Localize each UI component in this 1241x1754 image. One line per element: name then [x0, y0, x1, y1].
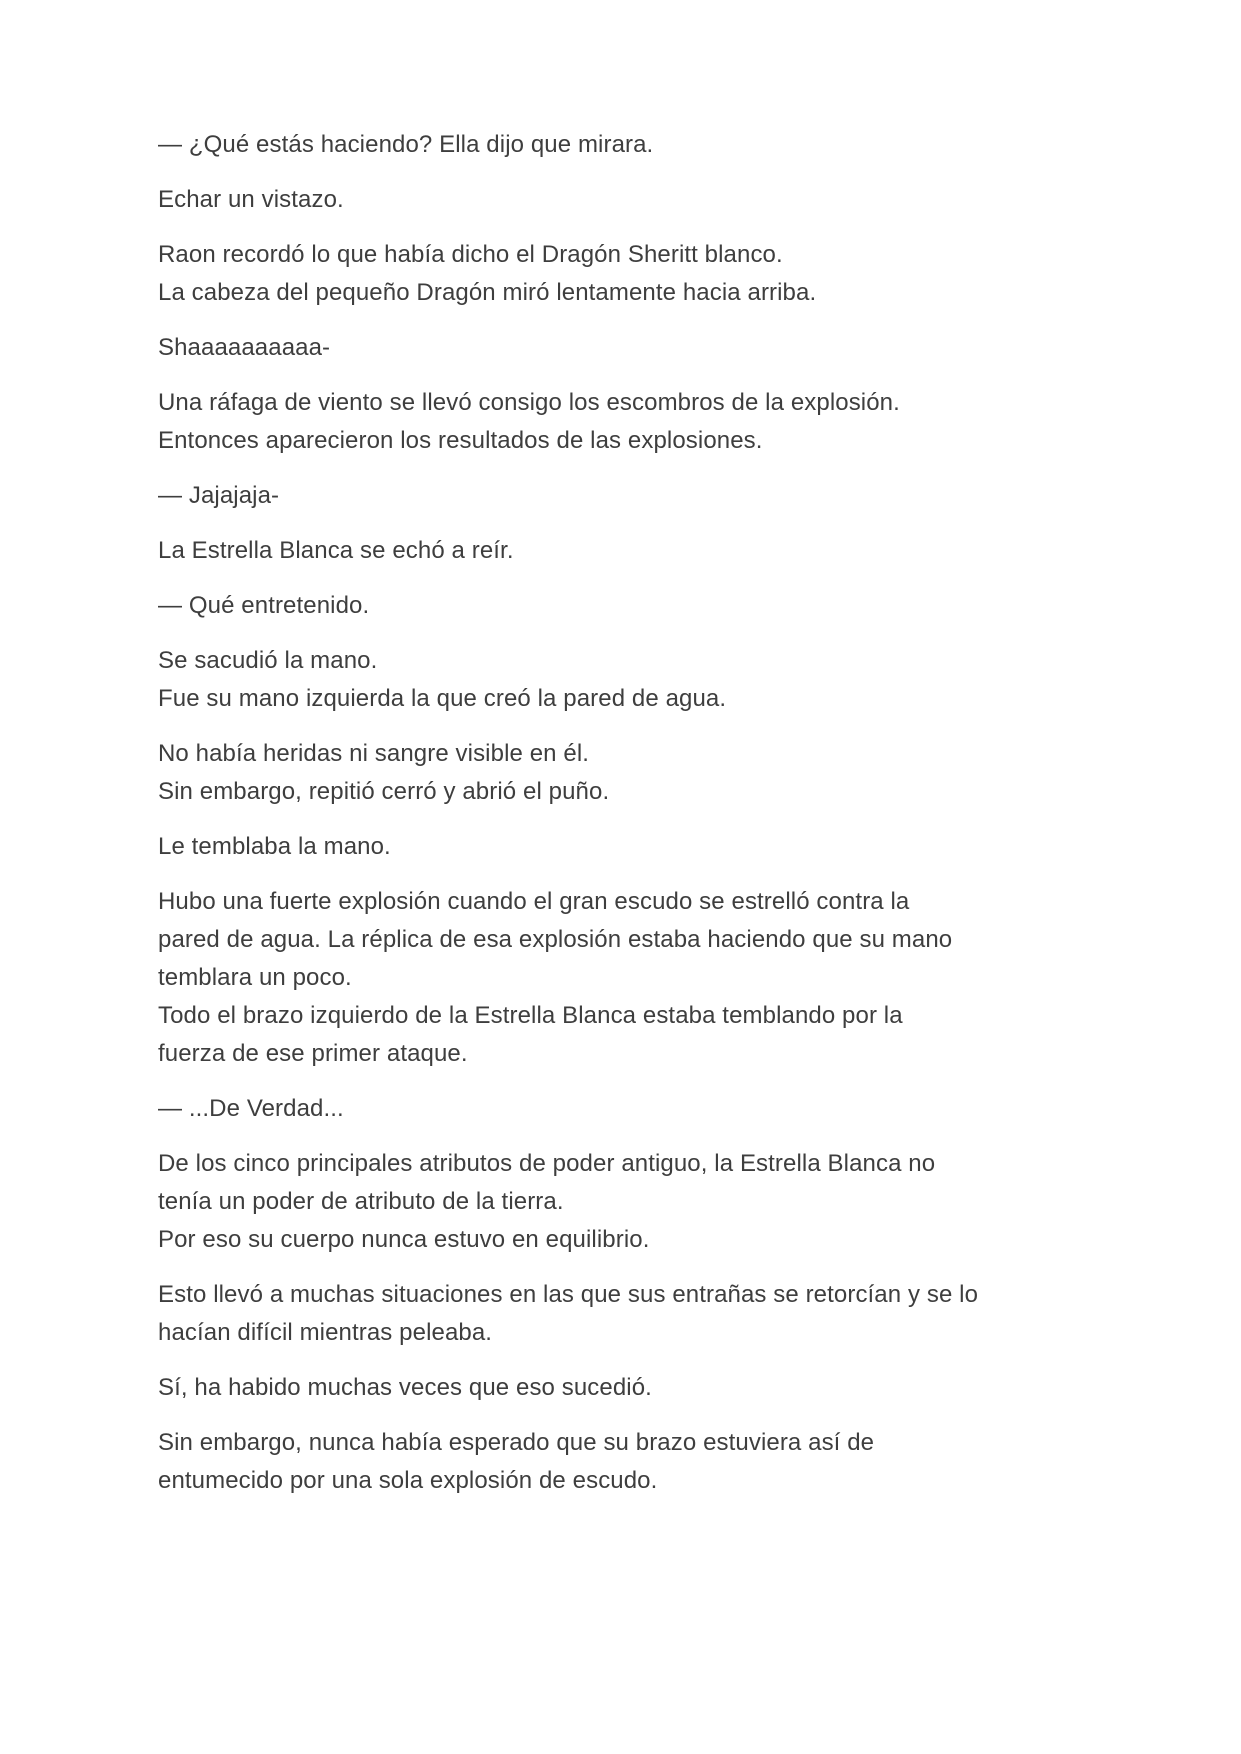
paragraph-line: — Jajajaja- [158, 482, 280, 509]
paragraph-line: Una ráfaga de viento se llevó consigo los escombros de la explosión. [158, 389, 900, 416]
paragraph-line: Hubo una fuerte explosión cuando el gran escudo se estrelló contra la [158, 888, 910, 915]
paragraph-line: temblara un poco. [158, 964, 352, 991]
paragraph-line: Todo el brazo izquierdo de la Estrella Blanca estaba temblando por la [158, 1002, 903, 1029]
paragraph [158, 735, 1158, 811]
paragraph-line: Sin embargo, repitió cerró y abrió el puño. [158, 778, 610, 805]
paragraph [158, 236, 1158, 312]
text-content [158, 126, 1158, 1500]
paragraph-line: entumecido por una sola explosión de escudo. [158, 1467, 658, 1494]
paragraph-line: Por eso su cuerpo nunca estuvo en equilibrio. [158, 1226, 650, 1253]
paragraph [158, 1276, 1158, 1352]
paragraph [158, 828, 1158, 866]
paragraph [158, 532, 1158, 570]
paragraph [158, 126, 1158, 164]
paragraph-line: — Qué entretenido. [158, 592, 370, 619]
paragraph-line: Esto llevó a muchas situaciones en las que sus entrañas se retorcían y se lo [158, 1281, 979, 1308]
paragraph-line: Echar un vistazo. [158, 186, 344, 213]
paragraph [158, 329, 1158, 367]
paragraph [158, 1369, 1158, 1407]
paragraph [158, 477, 1158, 515]
paragraph-line: Sin embargo, nunca había esperado que su brazo estuviera así de [158, 1429, 875, 1456]
paragraph [158, 181, 1158, 219]
paragraph [158, 384, 1158, 460]
paragraph-line: La Estrella Blanca se echó a reír. [158, 537, 514, 564]
paragraph-line: fuerza de ese primer ataque. [158, 1040, 468, 1067]
paragraph-line: No había heridas ni sangre visible en él. [158, 740, 590, 767]
paragraph [158, 587, 1158, 625]
paragraph-line: La cabeza del pequeño Dragón miró lentamente hacia arriba. [158, 279, 817, 306]
paragraph-line: — ¿Qué estás haciendo? Ella dijo que mirara. [158, 131, 654, 158]
paragraph [158, 883, 1158, 1073]
paragraph-line: Fue su mano izquierda la que creó la pared de agua. [158, 685, 727, 712]
paragraph [158, 1145, 1158, 1259]
paragraph [158, 642, 1158, 718]
paragraph-line: Sí, ha habido muchas veces que eso sucedió. [158, 1374, 652, 1401]
paragraph-line: Se sacudió la mano. [158, 647, 378, 674]
paragraph-line: pared de agua. La réplica de esa explosión estaba haciendo que su mano [158, 926, 953, 953]
paragraph-line: tenía un poder de atributo de la tierra. [158, 1188, 564, 1215]
paragraph-line: Shaaaaaaaaaa- [158, 334, 331, 361]
paragraph-line: Le temblaba la mano. [158, 833, 391, 860]
paragraph-line: De los cinco principales atributos de poder antiguo, la Estrella Blanca no [158, 1150, 936, 1177]
paragraph [158, 1090, 1158, 1128]
paragraph [158, 1424, 1158, 1500]
paragraph-line: Entonces aparecieron los resultados de las explosiones. [158, 427, 763, 454]
paragraph-line: Raon recordó lo que había dicho el Dragón Sheritt blanco. [158, 241, 783, 268]
paragraph-line: hacían difícil mientras peleaba. [158, 1319, 493, 1346]
paragraph-line: — ...De Verdad... [158, 1095, 344, 1122]
